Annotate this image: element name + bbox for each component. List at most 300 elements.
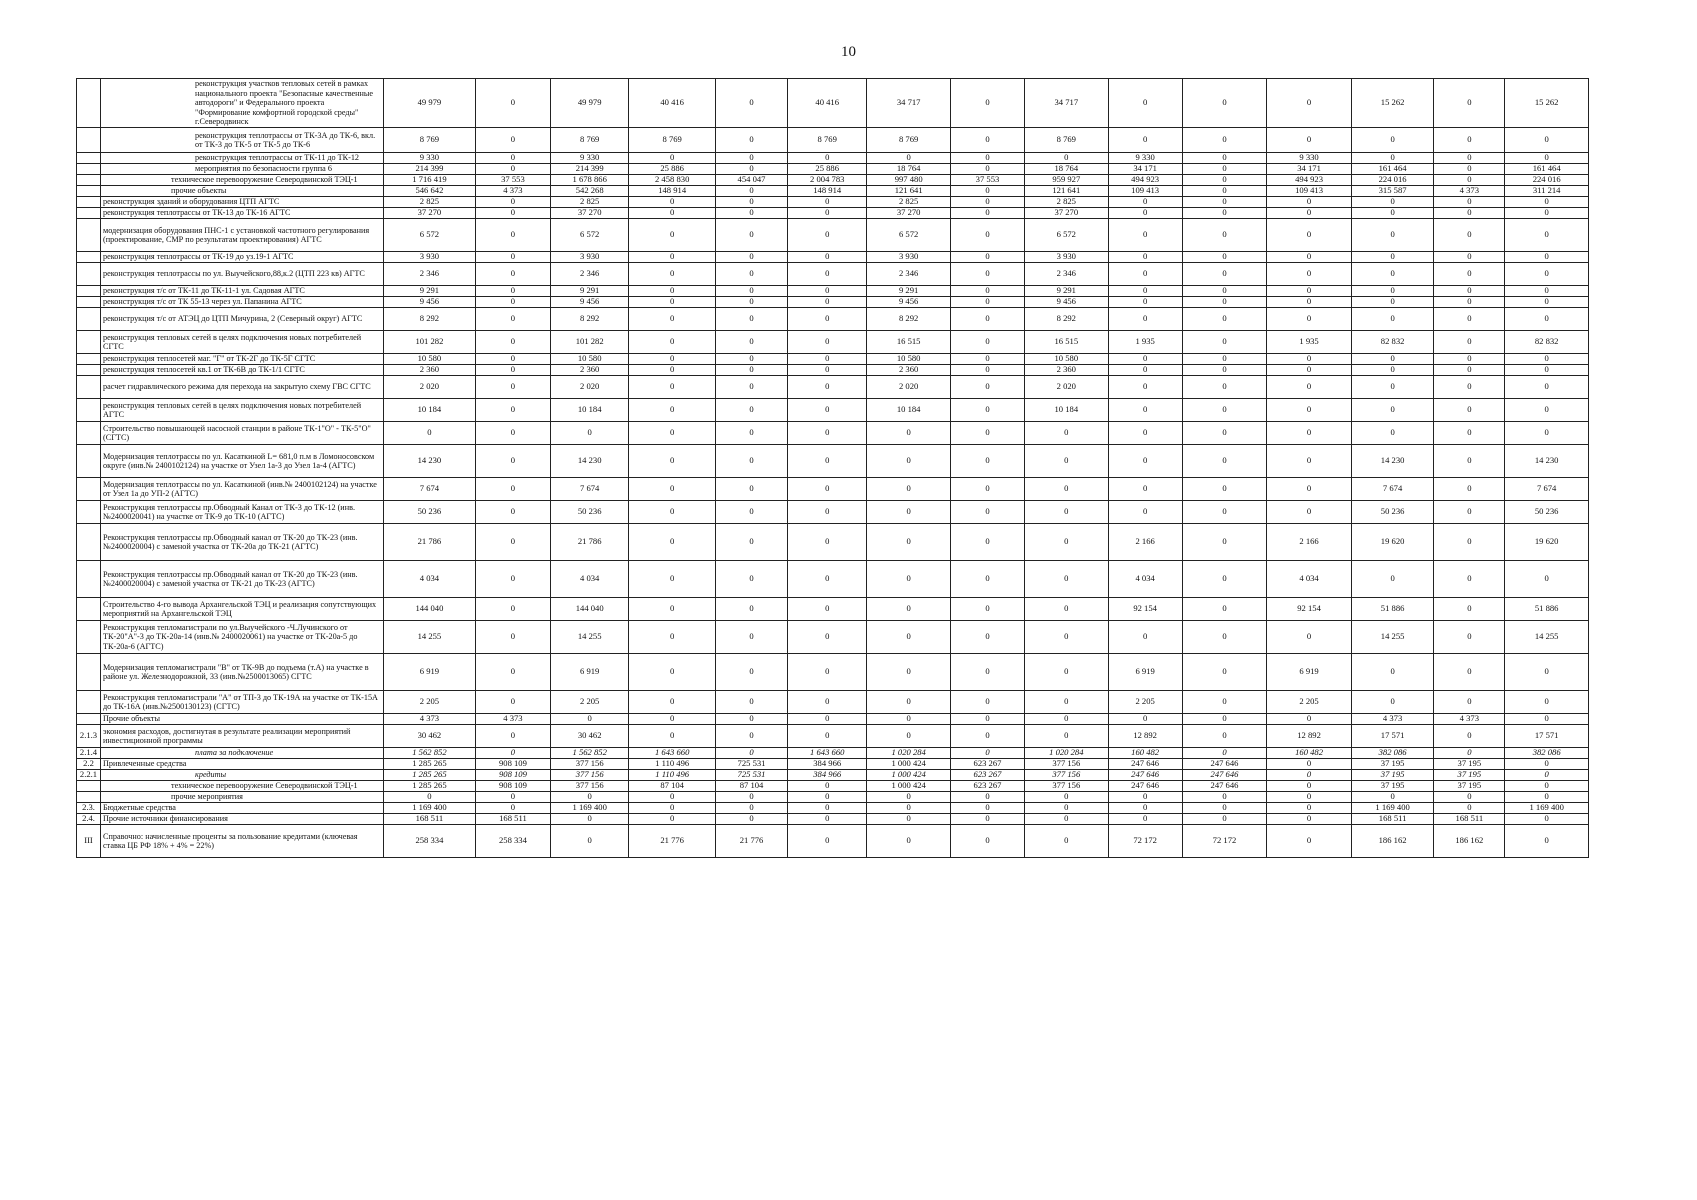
value-cell: 0 [475,399,550,422]
value-cell: 4 373 [1434,714,1505,725]
value-cell: 186 162 [1351,825,1433,858]
value-cell: 0 [1267,399,1352,422]
value-cell: 997 480 [867,175,951,186]
row-code [77,252,101,263]
value-cell: 14 255 [383,621,475,654]
value-cell: 19 620 [1505,524,1589,561]
value-cell: 8 769 [788,128,867,153]
row-name: техническое перевооружение Северодвинской ТЭЦ-1 [101,781,384,792]
table-body [77,79,1589,858]
value-cell: 0 [1434,175,1505,186]
row-code [77,208,101,219]
value-cell: 0 [1182,128,1267,153]
value-cell: 377 156 [1025,759,1109,770]
table-row [77,164,1589,175]
value-cell: 0 [950,164,1024,175]
value-cell: 0 [1505,691,1589,714]
value-cell: 0 [1108,478,1182,501]
value-cell: 9 456 [551,297,629,308]
value-cell: 1 562 852 [383,748,475,759]
value-cell: 0 [950,792,1024,803]
row-name: Бюджетные средства [101,803,384,814]
value-cell: 0 [1108,128,1182,153]
value-cell: 7 674 [1505,478,1589,501]
value-cell: 0 [867,153,951,164]
table-row [77,691,1589,714]
value-cell: 0 [1267,297,1352,308]
value-cell: 0 [950,654,1024,691]
value-cell: 2 825 [383,197,475,208]
value-cell: 0 [629,263,716,286]
value-cell: 0 [629,308,716,331]
value-cell: 21 776 [716,825,788,858]
value-cell: 0 [1267,770,1352,781]
value-cell: 0 [1434,153,1505,164]
value-cell: 542 268 [551,186,629,197]
value-cell: 1 000 424 [867,781,951,792]
value-cell: 37 195 [1351,770,1433,781]
value-cell: 0 [629,422,716,445]
value-cell: 0 [629,691,716,714]
table-row [77,792,1589,803]
value-cell: 6 572 [867,219,951,252]
row-name: Прочие источники финансирования [101,814,384,825]
value-cell: 0 [950,399,1024,422]
value-cell: 377 156 [1025,770,1109,781]
value-cell: 168 511 [475,814,550,825]
value-cell: 0 [1434,197,1505,208]
value-cell: 0 [1351,297,1433,308]
value-cell: 0 [1351,219,1433,252]
value-cell: 454 047 [716,175,788,186]
value-cell: 0 [1025,654,1109,691]
value-cell: 160 482 [1108,748,1182,759]
value-cell: 0 [1108,263,1182,286]
value-cell: 0 [1505,297,1589,308]
value-cell: 0 [1434,654,1505,691]
value-cell: 0 [716,308,788,331]
value-cell: 0 [716,691,788,714]
value-cell: 1 020 284 [867,748,951,759]
value-cell: 1 285 265 [383,759,475,770]
row-name: реконструкция теплотрассы от ТК-3А до ТК-6, вкл. от ТК-3 до ТК-5 от ТК-5 до ТК-6 [101,128,384,153]
value-cell: 0 [1182,478,1267,501]
table-row [77,422,1589,445]
value-cell: 37 195 [1351,781,1433,792]
value-cell: 0 [629,153,716,164]
value-cell: 0 [788,197,867,208]
value-cell: 0 [788,153,867,164]
value-cell: 2 346 [867,263,951,286]
value-cell: 3 930 [551,252,629,263]
value-cell: 8 769 [383,128,475,153]
value-cell: 1 169 400 [1505,803,1589,814]
value-cell: 109 413 [1267,186,1352,197]
value-cell: 0 [1025,825,1109,858]
value-cell: 1 285 265 [383,781,475,792]
row-name: Прочие объекты [101,714,384,725]
value-cell: 10 580 [1025,354,1109,365]
value-cell: 2 020 [1025,376,1109,399]
value-cell: 0 [1434,748,1505,759]
value-cell: 0 [1434,376,1505,399]
value-cell: 10 184 [867,399,951,422]
value-cell: 0 [716,501,788,524]
value-cell: 0 [788,445,867,478]
value-cell: 0 [716,365,788,376]
table-row [77,252,1589,263]
value-cell: 0 [950,621,1024,654]
value-cell: 0 [950,186,1024,197]
value-cell: 0 [950,286,1024,297]
value-cell: 377 156 [1025,781,1109,792]
value-cell: 0 [551,792,629,803]
value-cell: 10 580 [383,354,475,365]
row-code [77,219,101,252]
value-cell: 50 236 [383,501,475,524]
value-cell: 0 [475,376,550,399]
value-cell: 8 292 [551,308,629,331]
value-cell: 0 [1351,399,1433,422]
value-cell: 0 [1108,308,1182,331]
value-cell: 0 [1351,654,1433,691]
value-cell: 0 [1434,252,1505,263]
value-cell: 0 [788,803,867,814]
value-cell: 0 [950,308,1024,331]
value-cell: 0 [950,376,1024,399]
value-cell: 21 786 [551,524,629,561]
value-cell: 0 [1182,286,1267,297]
table-row [77,331,1589,354]
value-cell: 2 346 [551,263,629,286]
value-cell: 1 169 400 [1351,803,1433,814]
value-cell: 0 [1434,691,1505,714]
value-cell: 34 717 [1025,79,1109,128]
value-cell: 224 016 [1505,175,1589,186]
value-cell: 494 923 [1267,175,1352,186]
value-cell: 0 [1505,208,1589,219]
row-code: 2.4. [77,814,101,825]
value-cell: 0 [716,331,788,354]
value-cell: 0 [1505,252,1589,263]
value-cell: 0 [1351,197,1433,208]
value-cell: 0 [475,803,550,814]
table-row [77,376,1589,399]
table-row [77,803,1589,814]
value-cell: 0 [1182,175,1267,186]
value-cell: 247 646 [1108,781,1182,792]
value-cell: 12 892 [1267,725,1352,748]
value-cell: 37 195 [1434,770,1505,781]
value-cell: 0 [475,422,550,445]
table-row [77,308,1589,331]
row-name: реконструкция теплотрассы по ул. Выучейского,88,к.2 (ЦТП 223 кв) АГТС [101,263,384,286]
value-cell: 4 373 [1434,186,1505,197]
value-cell: 0 [1505,354,1589,365]
row-name: Реконструкция теплотрассы пр.Обводный Канал от ТК-3 до ТК-12 (инв.№2400020041) на участке от ТК-9 до ТК-10 (АГТС) [101,501,384,524]
value-cell: 9 330 [551,153,629,164]
value-cell: 0 [1108,354,1182,365]
value-cell: 1 716 419 [383,175,475,186]
value-cell: 0 [1434,725,1505,748]
value-cell: 0 [1108,445,1182,478]
value-cell: 30 462 [551,725,629,748]
value-cell: 0 [950,79,1024,128]
value-cell: 0 [629,803,716,814]
value-cell: 109 413 [1108,186,1182,197]
table-row [77,478,1589,501]
value-cell: 0 [867,825,951,858]
value-cell: 0 [1182,208,1267,219]
value-cell: 0 [1351,308,1433,331]
row-name: прочие мероприятия [101,792,384,803]
value-cell: 3 930 [1025,252,1109,263]
value-cell: 0 [1182,803,1267,814]
value-cell: 0 [1108,297,1182,308]
value-cell: 1 110 496 [629,759,716,770]
value-cell: 40 416 [629,79,716,128]
row-code [77,478,101,501]
value-cell: 0 [1025,814,1109,825]
value-cell: 0 [950,524,1024,561]
value-cell: 0 [1267,263,1352,286]
row-code: 2.1.4 [77,748,101,759]
value-cell: 49 979 [551,79,629,128]
value-cell: 0 [788,691,867,714]
table-row [77,501,1589,524]
value-cell: 0 [629,354,716,365]
row-name: реконструкция тепловых сетей в целях подключения новых потребителей СГТС [101,331,384,354]
value-cell: 0 [716,79,788,128]
value-cell: 1 169 400 [383,803,475,814]
value-cell: 16 515 [867,331,951,354]
value-cell: 0 [475,297,550,308]
value-cell: 0 [475,219,550,252]
value-cell: 311 214 [1505,186,1589,197]
row-name: Привлеченные средства [101,759,384,770]
value-cell: 82 832 [1505,331,1589,354]
value-cell: 10 580 [867,354,951,365]
value-cell: 0 [1182,445,1267,478]
value-cell: 0 [1505,770,1589,781]
value-cell: 0 [475,286,550,297]
value-cell: 49 979 [383,79,475,128]
value-cell: 4 373 [475,186,550,197]
value-cell: 8 769 [629,128,716,153]
table-row [77,781,1589,792]
value-cell: 25 886 [629,164,716,175]
value-cell: 0 [1108,376,1182,399]
row-code [77,524,101,561]
value-cell: 0 [551,825,629,858]
value-cell: 0 [1182,621,1267,654]
value-cell: 0 [1182,399,1267,422]
value-cell: 0 [475,331,550,354]
value-cell: 0 [867,691,951,714]
value-cell: 40 416 [788,79,867,128]
value-cell: 1 562 852 [551,748,629,759]
value-cell: 0 [1434,598,1505,621]
value-cell: 1 000 424 [867,770,951,781]
value-cell: 0 [950,365,1024,376]
value-cell: 0 [629,814,716,825]
value-cell: 0 [629,365,716,376]
value-cell: 3 930 [867,252,951,263]
value-cell: 9 330 [1108,153,1182,164]
value-cell: 0 [950,814,1024,825]
row-code [77,365,101,376]
table-row [77,399,1589,422]
value-cell: 148 914 [788,186,867,197]
value-cell: 10 184 [551,399,629,422]
value-cell: 258 334 [475,825,550,858]
value-cell: 224 016 [1351,175,1433,186]
value-cell: 0 [950,714,1024,725]
value-cell: 0 [1267,781,1352,792]
value-cell: 258 334 [383,825,475,858]
value-cell: 0 [1182,308,1267,331]
value-cell: 247 646 [1108,759,1182,770]
value-cell: 0 [716,524,788,561]
row-code [77,654,101,691]
value-cell: 0 [1351,286,1433,297]
value-cell: 0 [1267,365,1352,376]
table-row [77,598,1589,621]
value-cell: 0 [1505,792,1589,803]
value-cell: 0 [867,422,951,445]
value-cell: 9 330 [383,153,475,164]
value-cell: 0 [1351,365,1433,376]
value-cell: 2 205 [383,691,475,714]
value-cell: 8 769 [867,128,951,153]
value-cell: 0 [1505,197,1589,208]
value-cell: 0 [1434,561,1505,598]
value-cell: 0 [1434,263,1505,286]
value-cell: 247 646 [1108,770,1182,781]
value-cell: 247 646 [1182,770,1267,781]
value-cell: 0 [629,197,716,208]
row-code [77,79,101,128]
value-cell: 377 156 [551,770,629,781]
value-cell: 0 [475,725,550,748]
value-cell: 1 110 496 [629,770,716,781]
table-row [77,725,1589,748]
value-cell: 2 205 [1108,691,1182,714]
table-row [77,79,1589,128]
value-cell: 0 [1505,422,1589,445]
value-cell: 2 020 [867,376,951,399]
value-cell: 0 [629,286,716,297]
value-cell: 15 262 [1351,79,1433,128]
table-row [77,748,1589,759]
value-cell: 0 [475,691,550,714]
value-cell: 37 553 [950,175,1024,186]
value-cell: 8 769 [1025,128,1109,153]
value-cell: 0 [788,814,867,825]
value-cell: 37 553 [475,175,550,186]
row-code [77,561,101,598]
value-cell: 0 [716,598,788,621]
value-cell: 0 [1505,814,1589,825]
value-cell: 9 291 [1025,286,1109,297]
row-name: реконструкция теплотрассы от ТК-13 до ТК-16 АГТС [101,208,384,219]
value-cell: 384 966 [788,770,867,781]
value-cell: 0 [950,561,1024,598]
row-name: кредиты [101,770,384,781]
value-cell: 72 172 [1108,825,1182,858]
value-cell: 0 [788,501,867,524]
value-cell: 8 292 [867,308,951,331]
value-cell: 9 291 [551,286,629,297]
value-cell: 0 [1351,561,1433,598]
value-cell: 0 [1351,153,1433,164]
value-cell: 168 511 [383,814,475,825]
value-cell: 0 [867,654,951,691]
row-name: модернизация оборудования ПНС-1 с установкой частотного регулирования (проектирование, СМР по результатам проектирования) АГТС [101,219,384,252]
value-cell: 2 360 [551,365,629,376]
value-cell: 0 [788,376,867,399]
row-name: Реконструкция тепломагистрали по ул.Выучейского -Ч.Лучинского от ТК-20"А"-3 до ТК-20а-14 (инв.№ 2400020061) на участке от ТК-20а-5 до ТК-20а-6 (АГТС) [101,621,384,654]
value-cell: 186 162 [1434,825,1505,858]
value-cell: 37 270 [383,208,475,219]
value-cell: 0 [716,164,788,175]
row-name: Реконструкция теплотрассы пр.Обводный канал от ТК-20 до ТК-23 (инв.№2400020004) с заменой участка от ТК-21 до ТК-23 (АГТС) [101,561,384,598]
value-cell: 6 919 [383,654,475,691]
value-cell: 0 [1505,263,1589,286]
value-cell: 0 [716,478,788,501]
value-cell: 0 [950,501,1024,524]
value-cell: 0 [716,297,788,308]
value-cell: 0 [1434,354,1505,365]
row-code [77,354,101,365]
value-cell: 9 456 [1025,297,1109,308]
value-cell: 18 764 [1025,164,1109,175]
value-cell: 161 464 [1351,164,1433,175]
value-cell: 144 040 [383,598,475,621]
value-cell: 17 571 [1505,725,1589,748]
value-cell: 0 [475,654,550,691]
value-cell: 0 [629,331,716,354]
row-code [77,691,101,714]
value-cell: 0 [867,478,951,501]
value-cell: 725 531 [716,759,788,770]
value-cell: 0 [475,501,550,524]
value-cell: 2 360 [867,365,951,376]
value-cell: 168 511 [1351,814,1433,825]
value-cell: 0 [629,445,716,478]
value-cell: 0 [1434,128,1505,153]
table-row [77,714,1589,725]
value-cell: 0 [950,197,1024,208]
value-cell: 37 270 [1025,208,1109,219]
value-cell: 0 [475,79,550,128]
value-cell: 0 [1182,354,1267,365]
value-cell: 0 [1267,445,1352,478]
value-cell: 0 [1108,365,1182,376]
value-cell: 0 [1025,153,1109,164]
value-cell: 0 [1505,128,1589,153]
row-name: реконструкция теплосетей кв.1 от ТК-6В до ТК-1/1 СГТС [101,365,384,376]
value-cell: 0 [629,252,716,263]
row-code [77,598,101,621]
value-cell: 7 674 [1351,478,1433,501]
value-cell: 2 166 [1267,524,1352,561]
value-cell: 0 [1182,365,1267,376]
value-cell: 0 [1182,79,1267,128]
value-cell: 908 109 [475,770,550,781]
value-cell: 0 [1434,501,1505,524]
value-cell: 21 786 [383,524,475,561]
